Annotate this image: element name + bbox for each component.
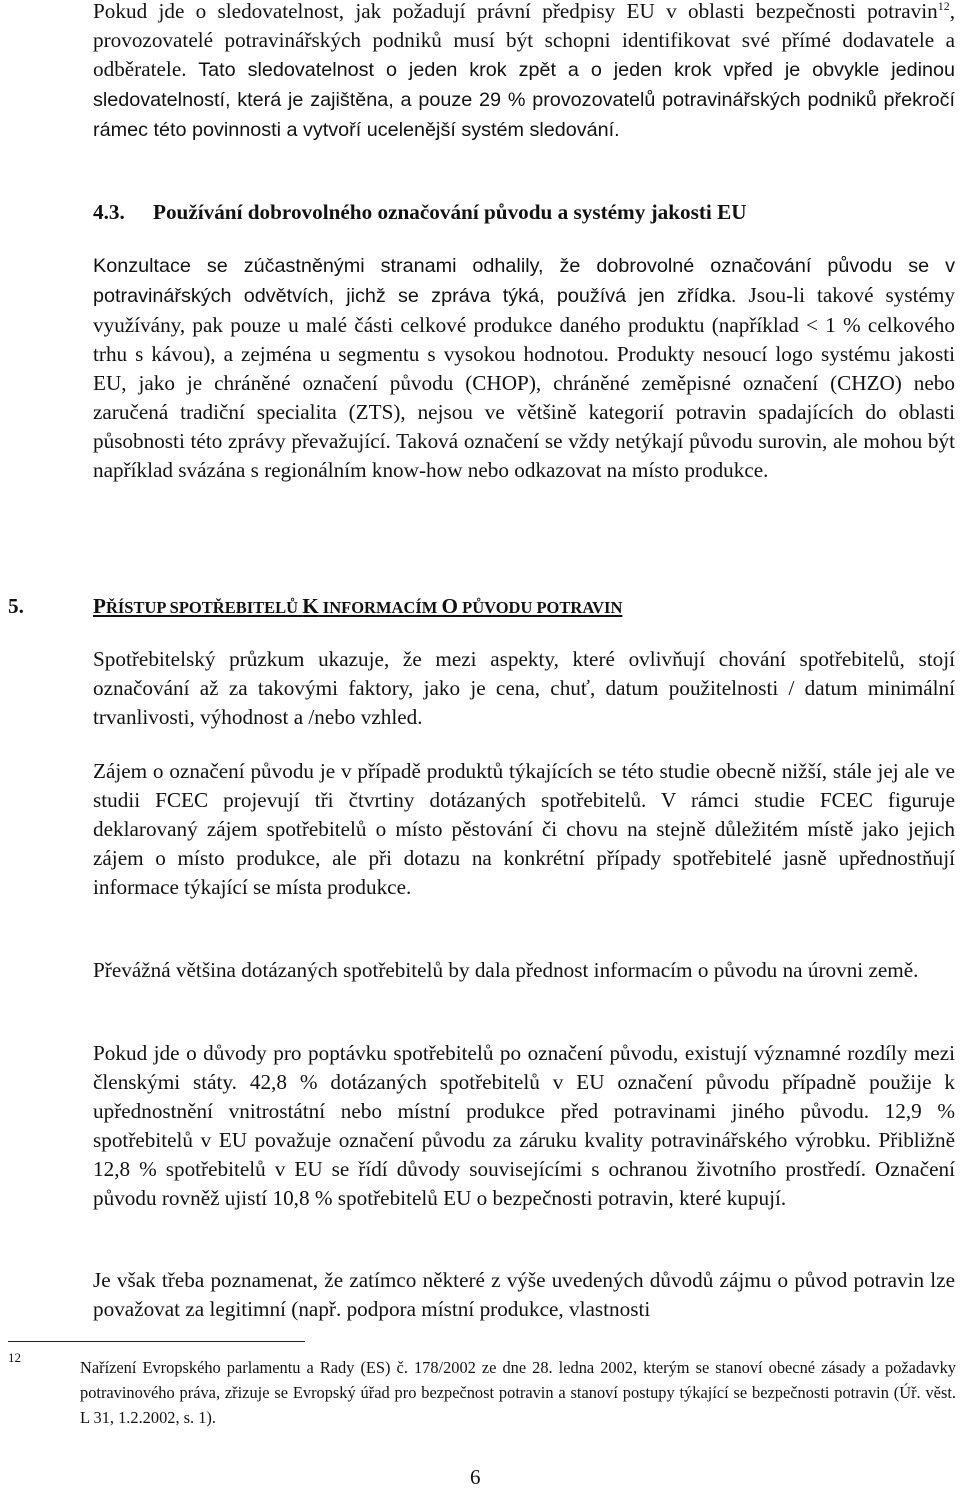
section-5-number: 5.	[8, 594, 24, 618]
title-part: P	[93, 594, 106, 618]
footnote-divider	[8, 1341, 305, 1342]
title-part: O	[441, 594, 458, 618]
section-4-3-text-sans: Konzultace se zúčastněnými stranami odhalily, že dobrovolné označování původu se v potravinářských odvětvích, jichž se zpráva týká, používá jen zřídka.	[93, 255, 955, 307]
title-part: PŮVODU POTRAVIN	[457, 598, 623, 617]
title-part: K	[302, 594, 319, 618]
section-4-3-number: 4.3.	[93, 200, 125, 224]
section-4-3-paragraph	[93, 251, 955, 485]
intro-text-serif: Pokud jde o sledovatelnost, jak požadují právní předpisy EU v oblasti bezpečnosti potravin	[93, 0, 938, 23]
section-5-paragraph-5: Je však třeba poznamenat, že zatímco některé z výše uvedených důvodů zájmu o původ potravin lze považovat za legitimní (např. podpora místní produkce, vlastnosti	[93, 1268, 955, 1321]
section-5-title	[93, 594, 622, 619]
section-5-paragraph-1: Spotřebitelský průzkum ukazuje, že mezi aspekty, které ovlivňují chování spotřebitelů, stojí označování až za takovými faktory, jako je cena, chuť, datum použitelnosti / datum minimální trvanlivosti, výhodnost a /nebo vzhled.	[93, 647, 955, 729]
intro-paragraph	[93, 0, 955, 145]
section-4-3-title: Používání dobrovolného označování původu a systémy jakosti EU	[153, 200, 747, 224]
title-part: ŘÍSTUP SPOTŘEBITELŮ	[105, 598, 303, 617]
footnote-text: Nařízení Evropského parlamentu a Rady (ES) č. 178/2002 ze dne 28. ledna 2002, kterým se stanoví obecné zásady a požadavky potravinového práva, zřizuje se Evropský úřad pro bezpečnost potravin a stanoví postupy týkající se bezpečnosti potravin (Úř. věst. L 31, 1.2.2002, s. 1).	[80, 1358, 956, 1427]
title-part: INFORMACÍM	[318, 598, 442, 617]
section-5-paragraph-2: Zájem o označení původu je v případě produktů týkajících se této studie obecně nižší, stále jej ale ve studii FCEC projevují tři čtvrtiny dotázaných spotřebitelů. V rámci studie FCEC figuruje deklarovaný zájem spotřebitelů o místo pěstování či chovu na stejně důležitém místě jako jejich zájem o místo produkce, ale při dotazu na konkrétní případy spotřebitelé jasně upřednostňují informace týkající se místa produkce.	[93, 759, 955, 899]
footnote-number: 12	[8, 1350, 21, 1365]
page-number: 6	[470, 1465, 481, 1489]
section-4-3-text-serif: Jsou-li takové systémy využívány, pak pouze u malé části celkové produkce daného produktu (například < 1 % celkového trhu s kávou), a zejména u segmentu s vysokou hodnotou. Produkty nesoucí logo systému jakosti EU, jako je chráněné označení původu (CHOP), chráněné zeměpisné označení (CHZO) nebo zaručená tradiční specialita (ZTS), nejsou ve většině kategorií potravin spadajících do oblasti působnosti této zprávy převažující. Taková označení se vždy netýkají původu surovin, ale mohou být například svázána s regionálním know-how nebo odkazovat na místo produkce.	[93, 283, 955, 482]
footnote-ref-12[interactable]: 12	[937, 0, 950, 13]
section-5-paragraph-3: Převážná většina dotázaných spotřebitelů by dala přednost informacím o původu na úrovni země.	[93, 958, 919, 982]
section-5-paragraph-4: Pokud jde o důvody pro poptávku spotřebitelů po označení původu, existují významné rozdíly mezi členskými státy. 42,8 % dotázaných spotřebitelů v EU označení původu případně použije k upřednostnění vnitrostátní nebo místní produkce před potravinami jiného původu. 12,9 % spotřebitelů v EU považuje označení původu za záruku kvality potravinářského výrobku. Přibližně 12,8 % spotřebitelů v EU se řídí důvody souvisejícími s ochranou životního prostředí. Označení původu rovněž ujistí 10,8 % spotřebitelů EU o bezpečnosti potravin, které kupují.	[93, 1041, 955, 1210]
intro-text-sans: Tato sledovatelnost o jeden krok zpět a o jeden krok vpřed je obvykle jedinou sledovatelností, která je zajištěna, a pouze 29 % provozovatelů potravinářských podniků překročí rámec této povinnosti a vytvoří ucelenější systém sledování.	[93, 59, 955, 141]
intro-text-serif-cont: , provozovatelé potravinářských podniků musí být schopni identifikovat své přímé dodavatele a odběratele.	[93, 0, 955, 81]
